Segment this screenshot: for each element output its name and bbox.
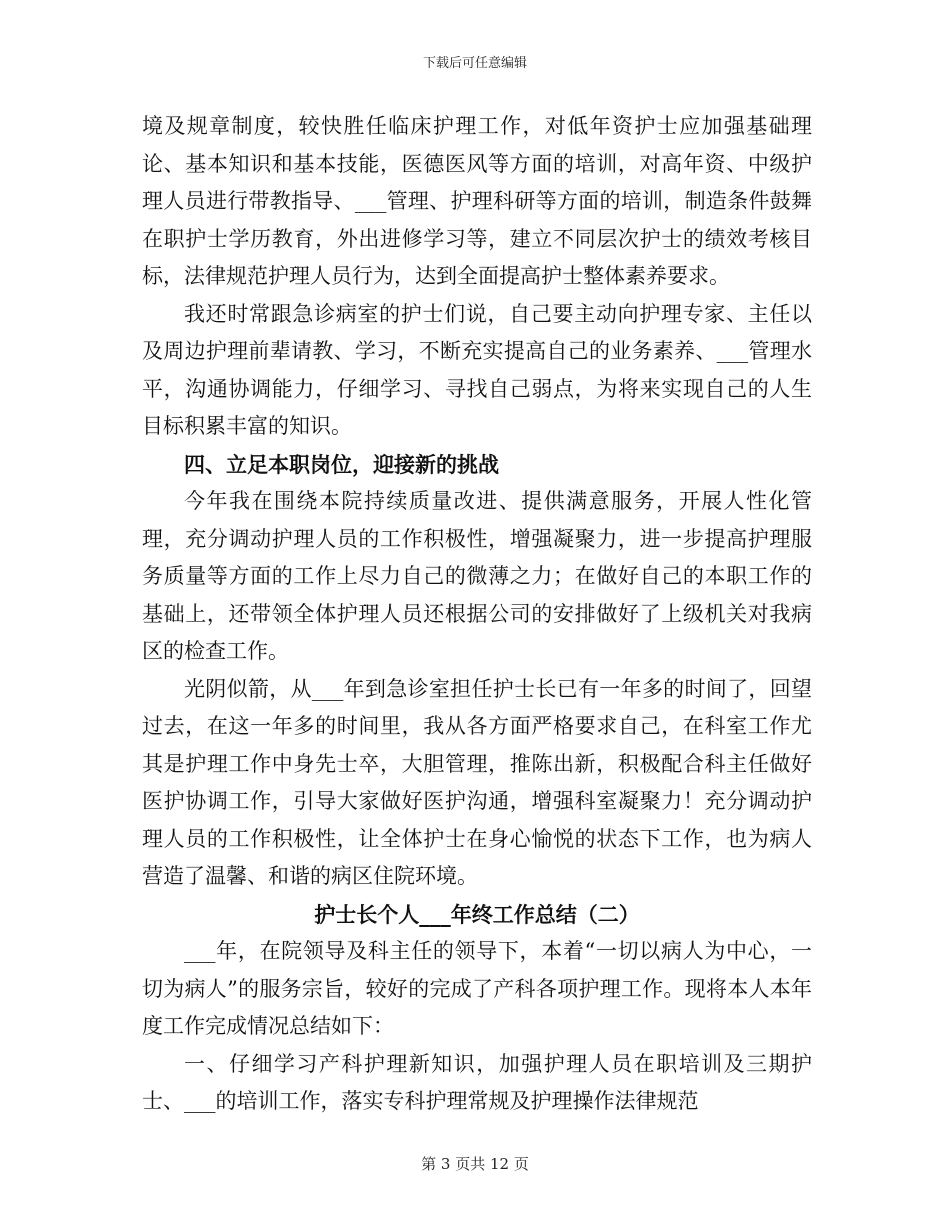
paragraph-review: 光阴似箭，从___年到急诊室担任护士长已有一年多的时间了，回望过去，在这一年多的时间里，我从各方面严格要求自己，在科室工作尤其是护理工作中身先士卒，大胆管理，推陈出新，积极配合科主任做好医护协调工作，引导大家做好医护沟通，增强科室凝聚力！充分调动护理人员的工作积极性，让全体护士在身心愉悦的状态下工作，也为病人营造了温馨、和谐的病区住院环境。 [142,676,812,888]
paragraph-continuation: 境及规章制度，较快胜任临床护理工作，对低年资护士应加强基础理论、基本知识和基本技能，医德医风等方面的培训，对高年资、中级护理人员进行带教指导、___管理、护理科研等方面的培训，制造条件鼓舞在职护士学历教育，外出进修学习等，建立不同层次护士的绩效考核目标，法律规范护理人员行为，达到全面提高护士整体素养要求。 [142,114,812,288]
section-heading-four: 四、立足本职岗位，迎接新的挑战 [184,451,499,477]
paragraph-point-one: 一、仔细学习产科护理新知识，加强护理人员在职培训及三期护士、___的培训工作，落实专科护理常规及护理操作法律规范 [142,1051,812,1113]
paragraph-learning: 我还时常跟急诊病室的护士们说，自己要主动向护理专家、主任以及周边护理前辈请教、学习，不断充实提高自己的业务素养、___管理水平，沟通协调能力，仔细学习、寻找自己弱点，为将来实现自己的人生目标积累丰富的知识。 [142,301,812,438]
paragraph-quality-improvement: 今年我在围绕本院持续质量改进、提供满意服务，开展人性化管理，充分调动护理人员的工作积极性，增强凝聚力，进一步提高护理服务质量等方面的工作上尽力自己的微薄之力；在做好自己的本职工作的基础上，还带领全体护理人员还根据公司的安排做好了上级机关对我病区的检查工作。 [142,489,812,663]
document-title-two: 护士长个人___年终工作总结（二） [314,901,640,927]
page-header: 下载后可任意编辑 [422,56,527,71]
paragraph-intro: ___年，在院领导及科主任的领导下，本着“一切以病人为中心，一切为病人”的服务宗旨，较好的完成了产科各项护理工作。现将本人本年度工作完成情况总结如下： [142,939,812,1038]
page-footer: 第 3 页共 12 页 [421,1155,529,1173]
document-body [142,108,812,1121]
